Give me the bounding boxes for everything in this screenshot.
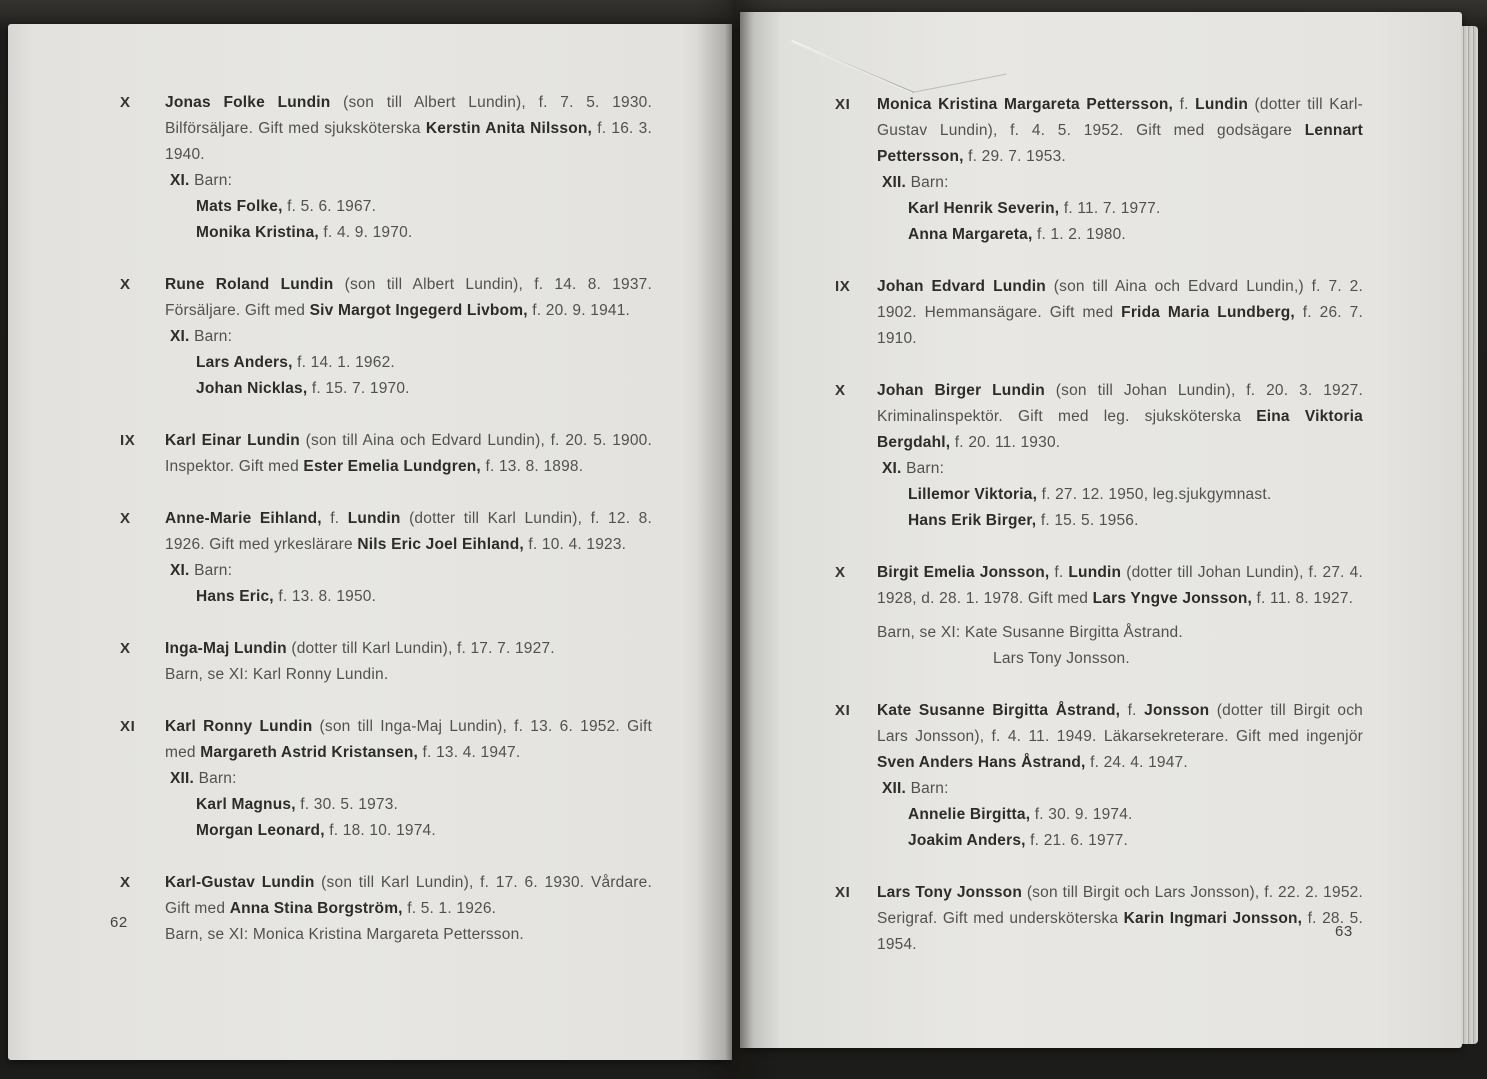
entry-paragraph (877, 698, 1363, 776)
text-segment: (son till Albert Lundin), f. 7. 5. 1930. Bilförsäljare. Gift med sjuksköterska (165, 94, 653, 137)
text-segment: f. 5. 6. 1967. (282, 198, 377, 215)
text-segment: Anna Margareta, (908, 226, 1033, 243)
text-segment: Inga-Maj Lundin (165, 640, 287, 657)
text-segment: f. 30. 5. 1973. (295, 796, 399, 813)
generation-numeral: XI (120, 718, 136, 735)
children-roman: XI. (170, 562, 195, 579)
children-block (165, 168, 652, 246)
entry-paragraph (877, 378, 1363, 456)
text-segment: Lundin (347, 510, 401, 527)
text-segment: Karl Einar Lundin (165, 432, 300, 449)
text-segment: Lillemor Viktoria, (908, 486, 1038, 503)
page-number-left: 62 (110, 914, 128, 931)
text-segment: f. 15. 5. 1956. (1036, 512, 1139, 529)
text-segment: Mats Folke, (196, 198, 283, 215)
text-segment: (son till Johan Lundin), f. 20. 3. 1927. Kriminalinspektör. Gift med leg. sjuksköterska (877, 382, 1364, 425)
child-entry (908, 196, 1363, 222)
see-reference-line: Barn, se XI: Kate Susanne Birgitta Åstrand. (877, 624, 1183, 641)
text-segment: Jonas Folke Lundin (165, 94, 331, 111)
text-segment: Lundin (1195, 96, 1249, 113)
entry-body (165, 870, 652, 948)
text-segment: Birgit Emelia Jonsson, (877, 564, 1050, 581)
entry-body (165, 506, 652, 610)
entry-body (877, 274, 1363, 352)
page-right (740, 12, 1462, 1048)
text-segment: Karl Ronny Lundin (165, 718, 313, 735)
text-segment: (son till Albert Lundin), f. 14. 8. 1937. Försäljare. Gift med (165, 276, 652, 319)
text-segment: (dotter till Karl Lundin), f. 12. 8. 1926. Gift med yrkeslärare (165, 510, 652, 553)
child-entry (196, 792, 652, 818)
genealogy-entry (120, 870, 652, 948)
text-segment: Jonsson (1144, 702, 1210, 719)
text-segment: f. (1173, 96, 1196, 113)
text-segment: f. 15. 7. 1970. (307, 380, 410, 397)
text-segment: Johan Birger Lundin (877, 382, 1045, 399)
child-entry (908, 222, 1363, 248)
text-segment: Anne-Marie Eihland, (165, 510, 322, 527)
see-reference (165, 662, 652, 688)
text-segment: (dotter till Karl Lundin), f. 17. 7. 1927. (286, 640, 555, 657)
text-segment: f. 4. 9. 1970. (318, 224, 413, 241)
generation-numeral: X (120, 94, 131, 111)
genealogy-entry (120, 506, 652, 610)
child-entry (196, 376, 652, 402)
text-segment: f. 20. 11. 1930. (950, 434, 1061, 451)
text-segment: (son till Birgit och Lars Jonsson), f. 22. 2. 1952. Serigraf. Gift med undersköterska (877, 884, 1363, 927)
see-reference (877, 620, 1363, 672)
text-segment: f. 14. 1. 1962. (292, 354, 395, 371)
text-segment: Rune Roland Lundin (165, 276, 334, 293)
text-segment: Annelie Birgitta, (908, 806, 1031, 823)
children-block (877, 170, 1363, 248)
text-segment: f. 13. 8. 1898. (480, 458, 584, 475)
text-segment: f. 29. 7. 1953. (963, 148, 1066, 165)
text-segment: (dotter till Birgit och Lars Jonsson), f. 4. 11. 1949. Läkarsekreterare. Gift med ingenjör (877, 702, 1363, 745)
genealogy-entry (120, 90, 652, 246)
text-segment: f. (321, 510, 348, 527)
children-heading (882, 170, 1363, 196)
children-block (877, 456, 1363, 534)
text-segment: (son till Inga-Maj Lundin), f. 13. 6. 1952. Gift med (165, 718, 652, 761)
text-segment: f. 10. 4. 1923. (523, 536, 627, 553)
children-heading-label: Barn: (194, 562, 233, 579)
page-number-right: 63 (1335, 923, 1353, 940)
genealogy-entry (120, 714, 652, 844)
generation-numeral: IX (120, 432, 136, 449)
entry-paragraph (877, 92, 1363, 170)
text-segment: Karin Ingmari Jonsson, (1123, 910, 1303, 927)
children-heading-label: Barn: (906, 460, 945, 477)
text-segment: f. 5. 1. 1926. (402, 900, 497, 917)
entry-body (165, 636, 652, 688)
children-heading-label: Barn: (910, 780, 949, 797)
generation-numeral: X (120, 510, 131, 527)
children-block (165, 766, 652, 844)
see-reference-line: Lars Tony Jonsson. (993, 650, 1130, 667)
entry-body (877, 92, 1363, 248)
child-entry (908, 508, 1363, 534)
text-segment: Johan Nicklas, (196, 380, 308, 397)
text-segment: Karl Henrik Severin, (908, 200, 1060, 217)
text-segment: (son till Karl Lundin), f. 17. 6. 1930. Vårdare. Gift med (165, 874, 652, 917)
children-heading (170, 558, 652, 584)
page-crease (792, 40, 914, 92)
text-segment: f. 11. 7. 1977. (1059, 200, 1161, 217)
entry-body (877, 880, 1363, 958)
text-segment: Anna Stina Borgström, (229, 900, 403, 917)
text-segment: Kerstin Anita Nilsson, (425, 120, 593, 137)
generation-numeral: XI (835, 96, 851, 113)
children-block (165, 558, 652, 610)
generation-numeral: XI (835, 884, 851, 901)
text-segment: (dotter till Johan Lundin), f. 27. 4. 1928, d. 28. 1. 1978. Gift med (877, 564, 1363, 607)
generation-numeral: IX (835, 278, 851, 295)
text-segment: Hans Erik Birger, (908, 512, 1037, 529)
children-heading-label: Barn: (194, 328, 233, 345)
children-roman: XII. (882, 780, 911, 797)
text-segment: Monika Kristina, (196, 224, 319, 241)
genealogy-entry (835, 92, 1363, 248)
text-segment: (son till Aina och Edvard Lundin,) f. 7. 2. 1902. Hemmansägare. Gift med (877, 278, 1363, 321)
text-segment: Karl-Gustav Lundin (165, 874, 315, 891)
child-entry (908, 482, 1363, 508)
children-roman: XI. (170, 172, 195, 189)
entry-paragraph (165, 636, 652, 662)
text-segment: Joakim Anders, (908, 832, 1026, 849)
genealogy-entry (835, 274, 1363, 352)
genealogy-entry (120, 428, 652, 480)
generation-numeral: X (835, 382, 846, 399)
page-left (8, 24, 732, 1060)
text-segment: Margareth Astrid Kristansen, (200, 744, 419, 761)
entry-paragraph (165, 714, 652, 766)
entry-paragraph (165, 870, 652, 922)
text-segment: f. (1049, 564, 1069, 581)
text-segment: Lars Anders, (196, 354, 293, 371)
text-segment: f. 18. 10. 1974. (324, 822, 436, 839)
genealogy-entry (835, 378, 1363, 534)
entry-paragraph (165, 506, 652, 558)
text-segment: Eina Viktoria Bergdahl, (877, 408, 1363, 451)
entry-body (165, 428, 652, 480)
text-segment: Lundin (1068, 564, 1122, 581)
children-block (877, 776, 1363, 854)
children-heading (170, 324, 652, 350)
children-heading-label: Barn: (198, 770, 237, 787)
text-segment: Lennart Pettersson, (877, 122, 1363, 165)
text-segment: (son till Aina och Edvard Lundin), f. 20. 5. 1900. Inspektor. Gift med (165, 432, 652, 475)
child-entry (196, 220, 652, 246)
text-segment: f. 24. 4. 1947. (1085, 754, 1188, 771)
see-reference (165, 922, 652, 948)
entry-body (165, 90, 652, 246)
generation-numeral: X (120, 874, 131, 891)
text-segment: f. 27. 12. 1950, leg.sjukgymnast. (1037, 486, 1272, 503)
children-roman: XI. (170, 328, 195, 345)
text-segment: Nils Eric Joel Eihland, (357, 536, 524, 553)
children-roman: XII. (882, 174, 911, 191)
text-segment: Frida Maria Lundberg, (1121, 304, 1295, 321)
text-segment: Lars Tony Jonsson (877, 884, 1022, 901)
see-reference-line: Barn, se XI: Karl Ronny Lundin. (165, 666, 389, 683)
page-edge-stack (1461, 26, 1478, 1044)
entry-body (165, 714, 652, 844)
children-roman: XI. (882, 460, 907, 477)
generation-numeral: X (835, 564, 846, 581)
page-left-entries (120, 90, 652, 974)
text-segment: (dotter till Karl-Gustav Lundin), f. 4. 5. 1952. Gift med godsägare (877, 96, 1364, 139)
child-entry (196, 818, 652, 844)
page-crease (912, 74, 1006, 93)
genealogy-entry (835, 560, 1363, 672)
text-segment: f. 26. 7. 1910. (877, 304, 1364, 347)
text-segment: Johan Edvard Lundin (877, 278, 1046, 295)
generation-numeral: X (120, 640, 131, 657)
children-heading (170, 168, 652, 194)
text-segment: f. (1120, 702, 1145, 719)
text-segment: Morgan Leonard, (196, 822, 325, 839)
children-heading (882, 456, 1363, 482)
entry-paragraph (165, 90, 652, 168)
text-segment: Monica Kristina Margareta Pettersson, (877, 96, 1174, 113)
entry-paragraph (165, 272, 652, 324)
text-segment: f. 13. 4. 1947. (418, 744, 521, 761)
generation-numeral: XI (835, 702, 851, 719)
child-entry (908, 802, 1363, 828)
genealogy-entry (835, 698, 1363, 854)
entry-body (877, 560, 1363, 672)
entry-paragraph (877, 880, 1363, 958)
text-segment: f. 21. 6. 1977. (1025, 832, 1128, 849)
child-entry (196, 584, 652, 610)
entry-paragraph (877, 560, 1363, 612)
genealogy-entry (120, 636, 652, 688)
children-heading (170, 766, 652, 792)
text-segment: Lars Yngve Jonsson, (1092, 590, 1253, 607)
entry-body (877, 698, 1363, 854)
child-entry (196, 350, 652, 376)
text-segment: f. 1. 2. 1980. (1032, 226, 1126, 243)
text-segment: f. 28. 5. 1954. (877, 910, 1364, 953)
see-reference-line: Barn, se XI: Monica Kristina Margareta Pettersson. (165, 926, 524, 943)
entry-body (165, 272, 652, 402)
child-entry (196, 194, 652, 220)
text-segment: f. 20. 9. 1941. (527, 302, 631, 319)
text-segment: f. 30. 9. 1974. (1030, 806, 1133, 823)
entry-paragraph (165, 428, 652, 480)
text-segment: Kate Susanne Birgitta Åstrand, (877, 702, 1121, 719)
text-segment: Hans Eric, (196, 588, 274, 605)
text-segment: Siv Margot Ingegerd Livbom, (309, 302, 528, 319)
entry-body (877, 378, 1363, 534)
child-entry (908, 828, 1363, 854)
text-segment: f. 11. 8. 1927. (1252, 590, 1354, 607)
children-heading-label: Barn: (910, 174, 949, 191)
children-heading (882, 776, 1363, 802)
children-roman: XII. (170, 770, 199, 787)
genealogy-entry (120, 272, 652, 402)
text-segment: Sven Anders Hans Åstrand, (877, 754, 1086, 771)
text-segment: Ester Emelia Lundgren, (303, 458, 481, 475)
text-segment: f. 16. 3. 1940. (165, 120, 652, 163)
text-segment: f. 13. 8. 1950. (273, 588, 377, 605)
children-block (165, 324, 652, 402)
entry-paragraph (877, 274, 1363, 352)
text-segment: Karl Magnus, (196, 796, 296, 813)
genealogy-entry (835, 880, 1363, 958)
children-heading-label: Barn: (194, 172, 233, 189)
page-right-entries (835, 92, 1363, 984)
generation-numeral: X (120, 276, 131, 293)
